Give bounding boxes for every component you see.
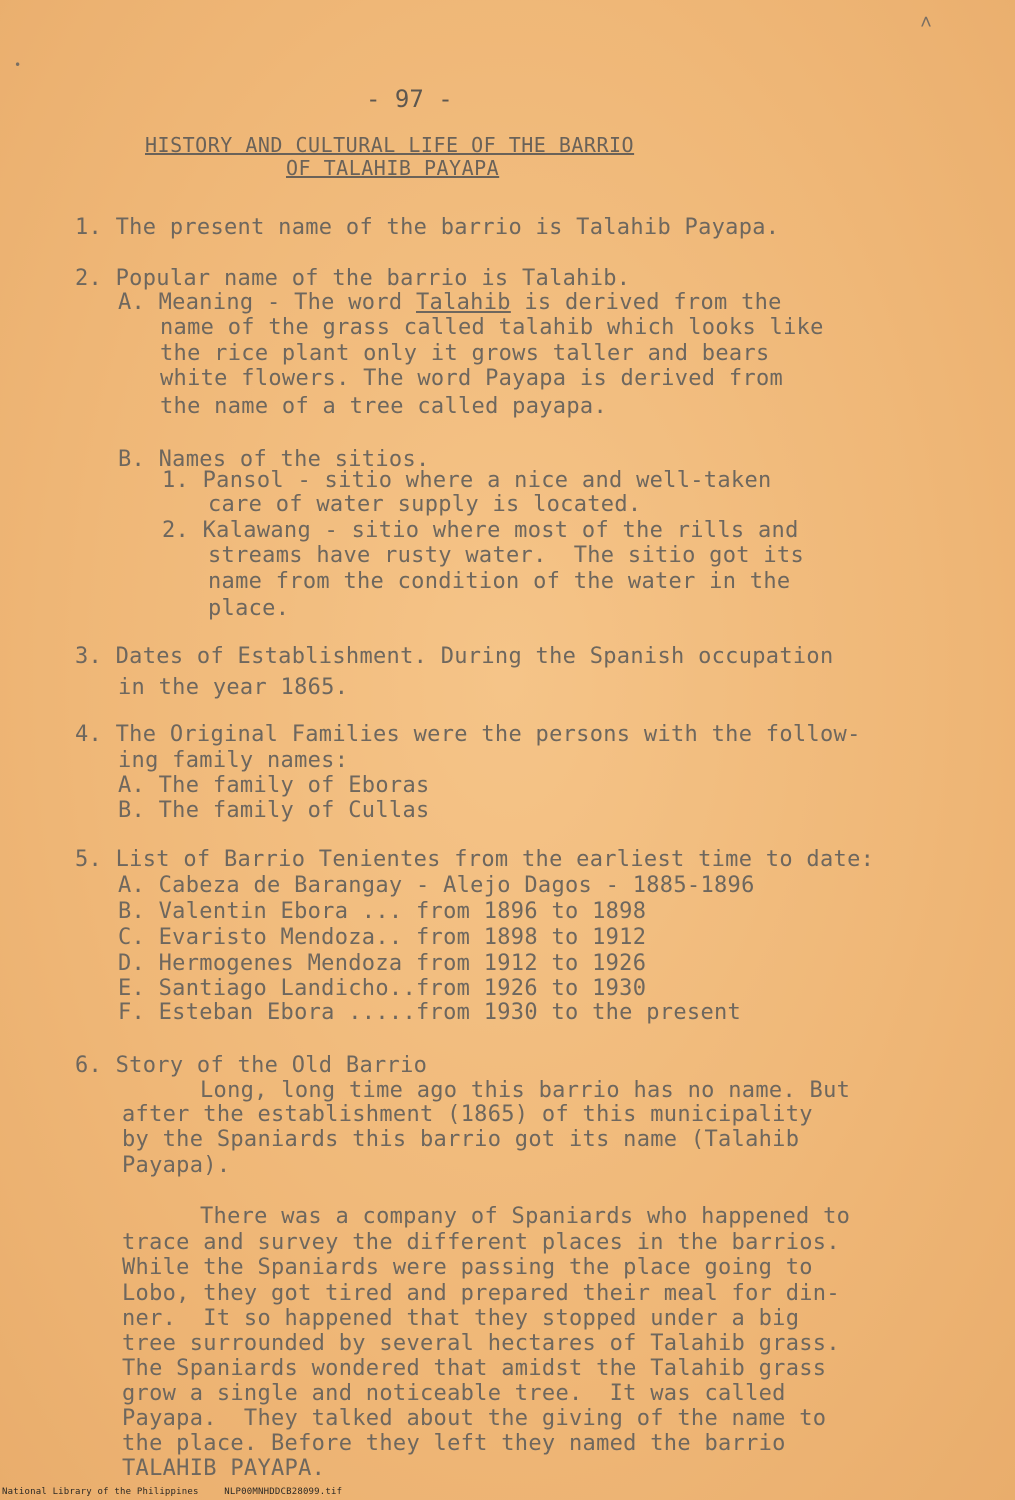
footer-library: National Library of the Philippines	[2, 1487, 199, 1497]
story-p2-line: Payapa. They talked about the giving of the name to	[122, 1406, 827, 1431]
section-2a-prefix: A. Meaning - The word	[118, 290, 416, 315]
section-4-family-b: B. The family of Cullas	[118, 798, 430, 823]
section-2b1-line2: care of water supply is located.	[208, 492, 642, 517]
section-2b-heading: B. Names of the sitios.	[118, 447, 430, 472]
section-2a-line4: white flowers. The word Payapa is derived from	[160, 366, 784, 391]
story-p1-line: Payapa).	[122, 1153, 231, 1178]
teniente-item: C. Evaristo Mendoza.. from 1898 to 1912	[118, 925, 647, 950]
section-2a-line1	[118, 290, 782, 316]
story-p2-line: The Spaniards wondered that amidst the Talahib grass	[122, 1356, 827, 1381]
story-p2-line: the place. Before they left they named the barrio	[122, 1431, 786, 1456]
section-2b2-line2: streams have rusty water. The sitio got its	[208, 543, 804, 568]
story-p2-line: Lobo, they got tired and prepared their meal for din-	[122, 1281, 840, 1306]
section-2a-suffix: is derived from the	[510, 290, 782, 315]
story-p1-line: after the establishment (1865) of this municipality	[122, 1102, 813, 1127]
footer-filename: NLP00MNHDDCB28099.tif	[224, 1487, 343, 1497]
story-p2-line: While the Spaniards were passing the place going to	[122, 1255, 813, 1280]
section-2a-line3: the rice plant only it grows taller and bears	[160, 341, 770, 366]
section-2a-word: Talahib	[416, 290, 511, 315]
section-2b1-line1: 1. Pansol - sitio where a nice and well-taken	[162, 468, 772, 493]
story-p1-line: by the Spaniards this barrio got its name (Talahib	[122, 1127, 800, 1152]
margin-dot-mark: •	[14, 58, 22, 72]
section-4-family-a: A. The family of Eboras	[118, 773, 430, 798]
section-1: 1. The present name of the barrio is Talahib Payapa.	[75, 215, 780, 240]
section-4-line2: ing family names:	[118, 748, 349, 773]
teniente-item: B. Valentin Ebora ... from 1896 to 1898	[118, 899, 647, 924]
section-3-line2: in the year 1865.	[118, 675, 349, 700]
page-number: - 97 -	[366, 85, 453, 113]
section-4-line1: 4. The Original Families were the persons with the follow-	[75, 722, 861, 747]
teniente-item: A. Cabeza de Barangay - Alejo Dagos - 1885-1896	[118, 873, 755, 898]
teniente-item: D. Hermogenes Mendoza from 1912 to 1926	[118, 951, 647, 976]
story-p2-line: grow a single and noticeable tree. It was called	[122, 1381, 786, 1406]
section-5-heading: 5. List of Barrio Tenientes from the earliest time to date:	[75, 847, 875, 872]
section-2b2-line4: place.	[208, 596, 290, 621]
section-2-heading: 2. Popular name of the barrio is Talahib.	[75, 266, 631, 291]
document-title-line2: OF TALAHIB PAYAPA	[286, 156, 500, 180]
corner-pencil-mark: ˄	[920, 10, 933, 34]
section-2a-line5: the name of a tree called payapa.	[160, 394, 607, 419]
section-6-heading: 6. Story of the Old Barrio	[75, 1053, 428, 1078]
story-p2-line: TALAHIB PAYAPA.	[122, 1456, 326, 1481]
section-3-line1: 3. Dates of Establishment. During the Spanish occupation	[75, 644, 834, 669]
story-p2-line: ner. It so happened that they stopped under a big	[122, 1306, 800, 1331]
teniente-item: E. Santiago Landicho..from 1926 to 1930	[118, 976, 647, 1001]
story-p1-line: Long, long time ago this barrio has no name. But	[200, 1078, 851, 1103]
teniente-item: F. Esteban Ebora .....from 1930 to the present	[118, 1000, 742, 1025]
section-2a-line2: name of the grass called talahib which looks like	[160, 315, 824, 340]
section-2b2-line1: 2. Kalawang - sitio where most of the rills and	[162, 518, 799, 543]
story-p2-line: There was a company of Spaniards who happened to	[200, 1204, 851, 1229]
scan-footer	[2, 1487, 362, 1497]
story-p2-line: tree surrounded by several hectares of Talahib grass.	[122, 1331, 840, 1356]
story-p2-line: trace and survey the different places in the barrios.	[122, 1230, 840, 1255]
document-title-line1: HISTORY AND CULTURAL LIFE OF THE BARRIO	[145, 133, 635, 157]
section-2b2-line3: name from the condition of the water in the	[208, 569, 791, 594]
